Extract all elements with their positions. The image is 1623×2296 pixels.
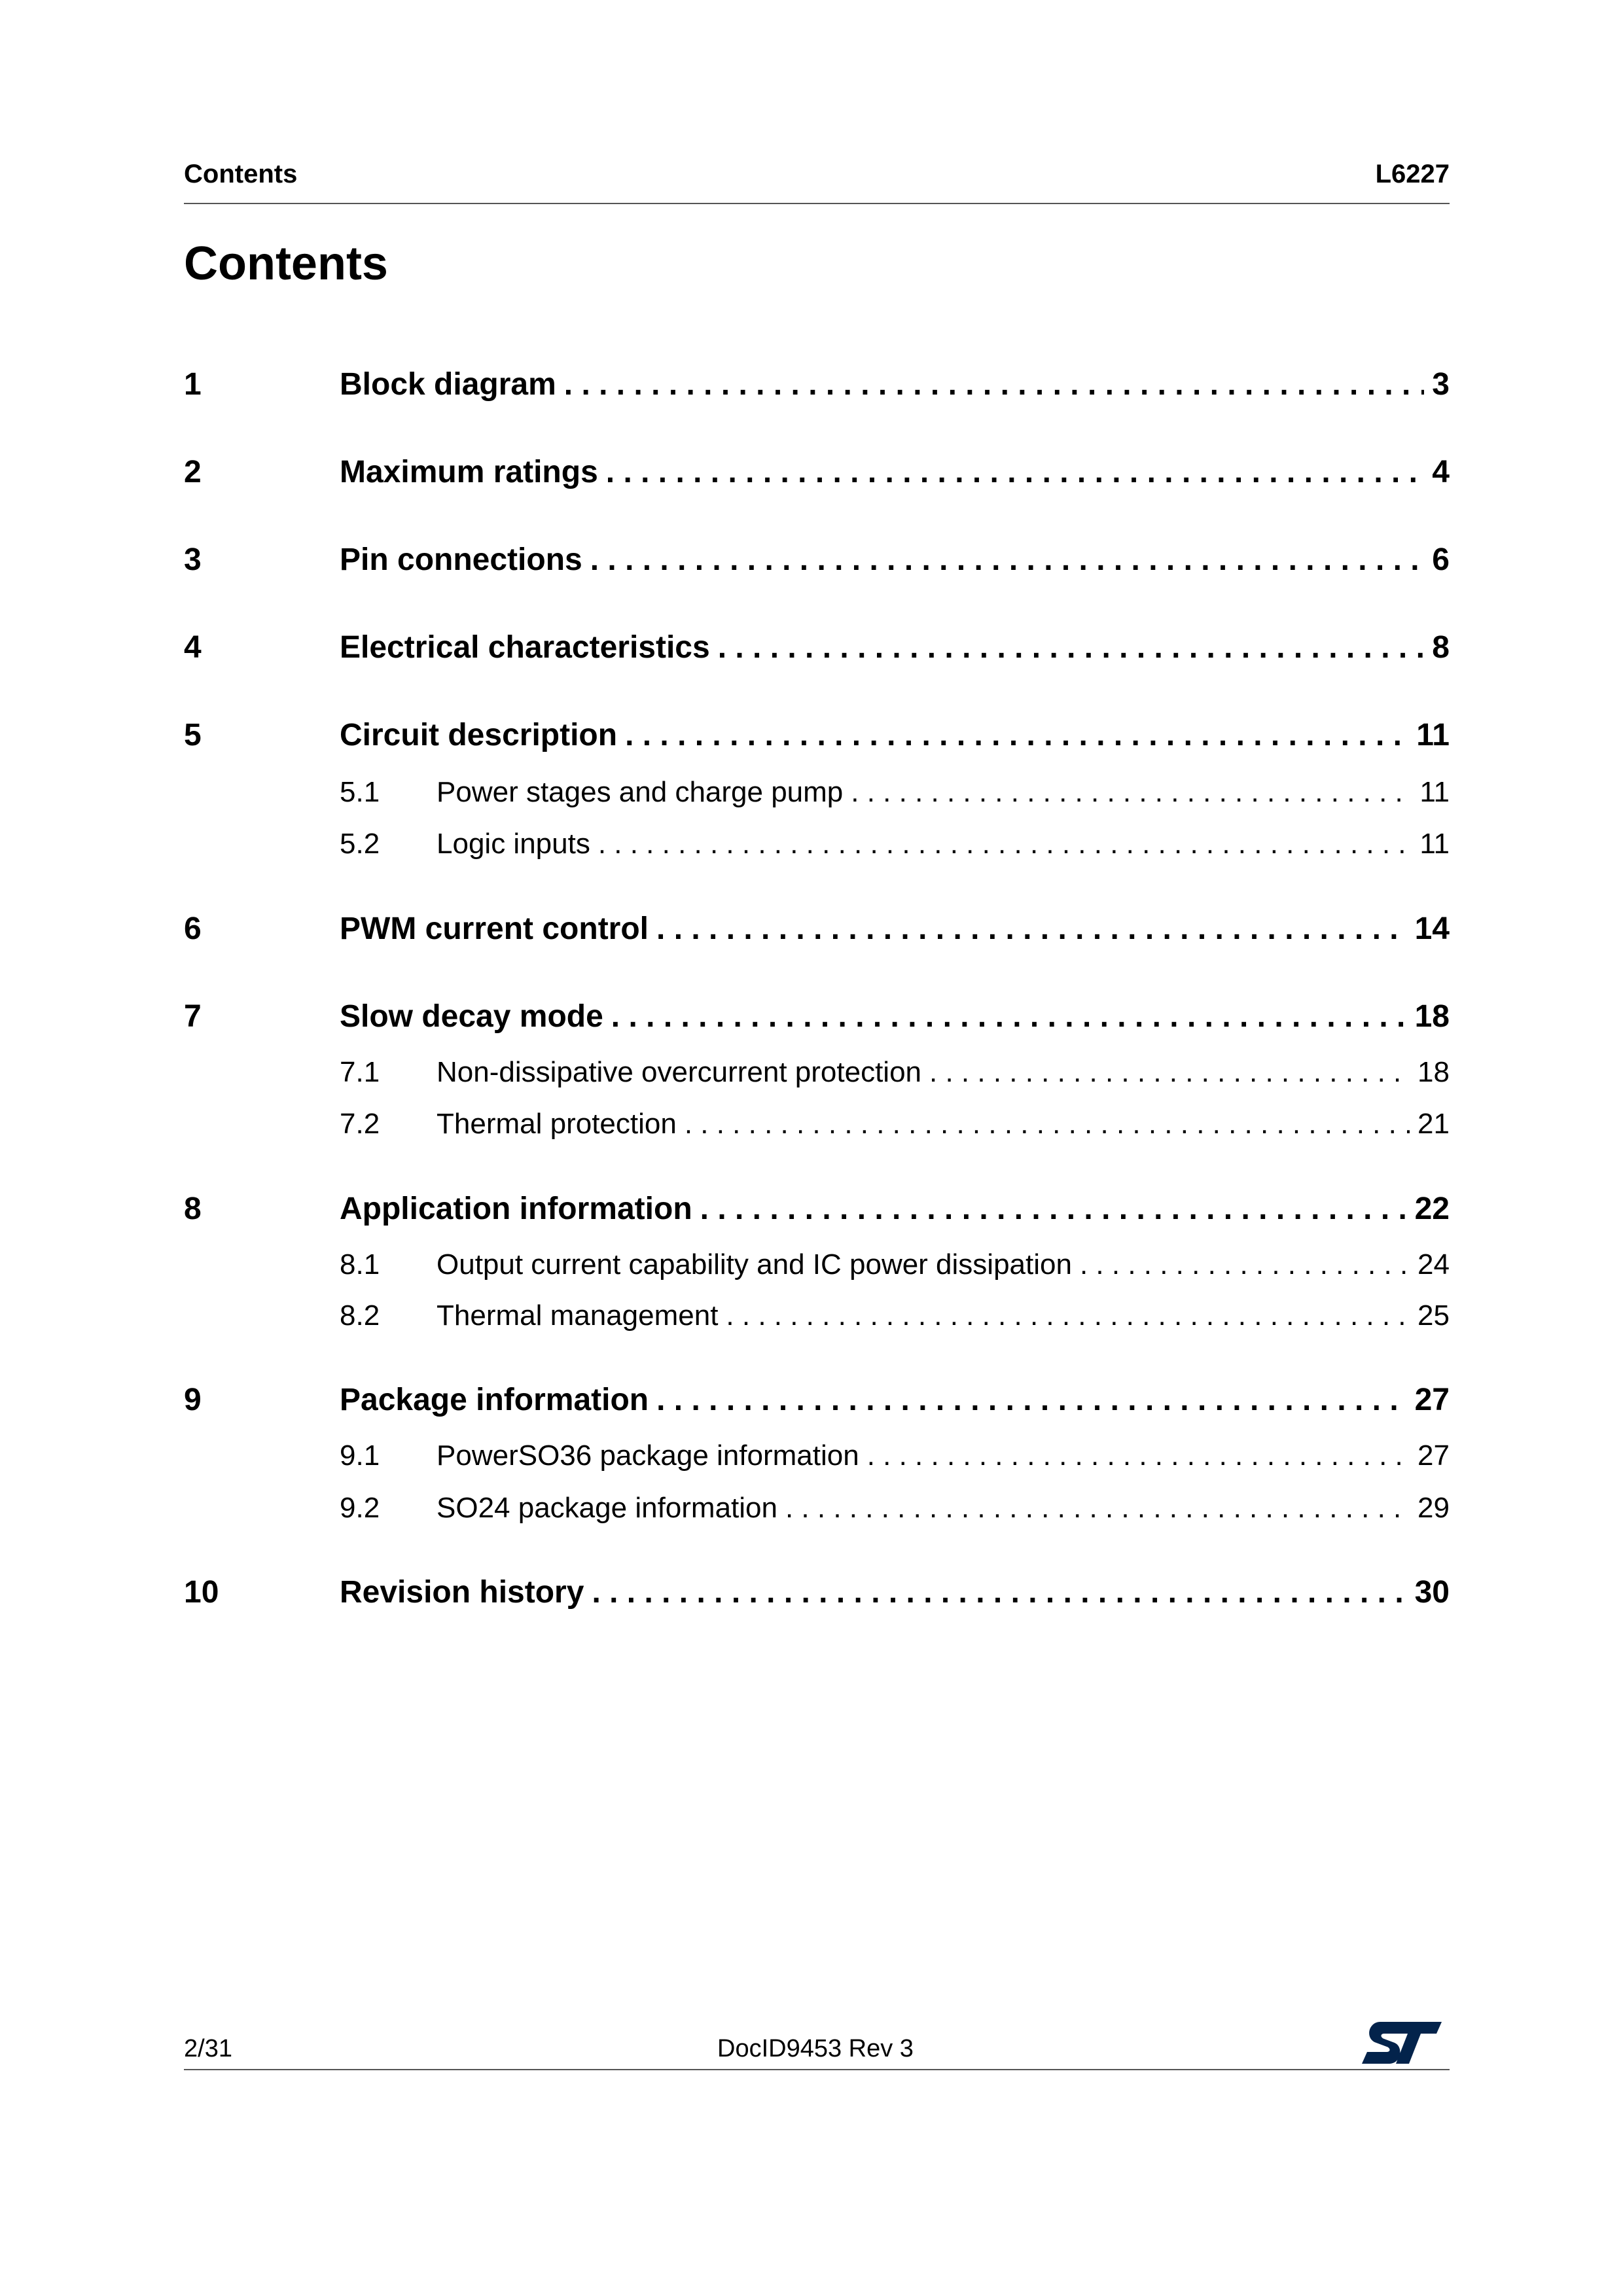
toc-number: 8 xyxy=(184,1192,202,1226)
page-header xyxy=(184,157,1450,204)
toc-entry-2[interactable] xyxy=(184,454,1450,490)
toc-number: 9.2 xyxy=(340,1492,380,1524)
toc-label: Thermal management xyxy=(437,1299,719,1332)
toc-number: 5.1 xyxy=(340,776,380,808)
toc-page: 24 xyxy=(1418,1248,1450,1280)
toc-label: Circuit description xyxy=(340,718,618,752)
toc-number: 7 xyxy=(184,999,202,1034)
toc-number: 3 xyxy=(184,542,202,577)
toc-leader xyxy=(700,1191,1407,1227)
toc-leader xyxy=(656,1382,1406,1418)
toc-label: Block diagram xyxy=(340,367,556,402)
toc-page: 11 xyxy=(1419,828,1450,860)
toc-entry-6[interactable] xyxy=(184,911,1450,947)
toc-label: Pin connections xyxy=(340,542,582,577)
footer-page-number: 2/31 xyxy=(184,2035,232,2062)
toc-leader xyxy=(718,629,1425,665)
toc-leader xyxy=(685,1108,1410,1140)
toc-entry-4[interactable] xyxy=(184,629,1450,665)
toc-page: 6 xyxy=(1432,542,1450,577)
st-logo-icon xyxy=(1361,2019,1443,2066)
toc-leader xyxy=(726,1299,1410,1332)
toc-entry-9-2[interactable] xyxy=(184,1492,1450,1525)
toc-number: 1 xyxy=(184,367,202,402)
toc-label: Electrical characteristics xyxy=(340,630,710,665)
toc-label: SO24 package information xyxy=(437,1492,777,1524)
toc-number: 8.1 xyxy=(340,1248,380,1280)
toc-page: 11 xyxy=(1419,776,1450,808)
toc-entry-8-2[interactable] xyxy=(184,1299,1450,1332)
toc-page: 3 xyxy=(1432,367,1450,402)
toc-number: 7.2 xyxy=(340,1108,380,1140)
toc-number: 9 xyxy=(184,1383,202,1417)
toc-page: 27 xyxy=(1414,1383,1450,1417)
toc-number: 4 xyxy=(184,630,202,665)
toc-leader xyxy=(564,366,1425,402)
toc-label: Maximum ratings xyxy=(340,455,598,489)
toc-leader xyxy=(656,911,1407,947)
toc-entry-10[interactable] xyxy=(184,1574,1450,1610)
toc-number: 6 xyxy=(184,911,202,946)
toc-page: 14 xyxy=(1414,911,1450,946)
toc-page: 8 xyxy=(1432,630,1450,665)
toc-leader xyxy=(1080,1248,1410,1281)
toc-label: Power stages and charge pump xyxy=(437,776,844,808)
toc-label: Slow decay mode xyxy=(340,999,603,1034)
toc-entry-9-1[interactable] xyxy=(184,1439,1450,1472)
header-section-title: Contents xyxy=(184,160,298,188)
page-title: Contents xyxy=(184,238,388,290)
toc-page: 18 xyxy=(1418,1056,1450,1088)
toc-number: 5.2 xyxy=(340,828,380,860)
toc-leader xyxy=(606,454,1425,490)
toc-leader xyxy=(785,1492,1410,1525)
toc-number: 10 xyxy=(184,1575,219,1610)
toc-leader xyxy=(625,717,1408,753)
toc-entry-5-2[interactable] xyxy=(184,828,1450,860)
toc-number: 9.1 xyxy=(340,1439,380,1472)
toc-label: Thermal protection xyxy=(437,1108,677,1140)
toc-entry-5-1[interactable] xyxy=(184,776,1450,809)
toc-label: PowerSO36 package information xyxy=(437,1439,859,1472)
toc-entry-8-1[interactable] xyxy=(184,1248,1450,1281)
toc-number: 7.1 xyxy=(340,1056,380,1088)
footer-doc-id: DocID9453 Rev 3 xyxy=(717,2035,914,2062)
page-footer xyxy=(184,2028,1450,2070)
toc-entry-5[interactable] xyxy=(184,717,1450,753)
toc-page: 22 xyxy=(1414,1192,1450,1226)
toc-number: 8.2 xyxy=(340,1299,380,1332)
toc-entry-7[interactable] xyxy=(184,998,1450,1034)
toc-page: 21 xyxy=(1418,1108,1450,1140)
toc-entry-1[interactable] xyxy=(184,366,1450,402)
toc-label: Application information xyxy=(340,1192,692,1226)
toc-number: 2 xyxy=(184,455,202,489)
toc-label: PWM current control xyxy=(340,911,649,946)
toc-page: 11 xyxy=(1416,718,1450,752)
toc-page: 18 xyxy=(1414,999,1450,1034)
toc-page: 29 xyxy=(1418,1492,1450,1524)
toc-label: Logic inputs xyxy=(437,828,590,860)
toc-label: Revision history xyxy=(340,1575,584,1610)
toc-leader xyxy=(592,1574,1406,1610)
toc-page: 27 xyxy=(1418,1439,1450,1472)
toc-label: Output current capability and IC power dissipation xyxy=(437,1248,1072,1280)
toc-number: 5 xyxy=(184,718,202,752)
toc-leader xyxy=(867,1439,1410,1472)
toc-entry-3[interactable] xyxy=(184,542,1450,578)
toc-page: 4 xyxy=(1432,455,1450,489)
toc-page: 30 xyxy=(1414,1575,1450,1610)
toc-label: Non-dissipative overcurrent protection xyxy=(437,1056,922,1088)
toc-entry-7-2[interactable] xyxy=(184,1108,1450,1140)
header-part-number: L6227 xyxy=(1375,160,1450,188)
toc-leader xyxy=(929,1056,1410,1089)
toc-leader xyxy=(598,828,1412,860)
toc-label: Package information xyxy=(340,1383,649,1417)
toc-leader xyxy=(851,776,1412,809)
toc-entry-9[interactable] xyxy=(184,1382,1450,1418)
toc-entry-7-1[interactable] xyxy=(184,1056,1450,1089)
toc-leader xyxy=(590,542,1425,578)
toc-entry-8[interactable] xyxy=(184,1191,1450,1227)
toc-page: 25 xyxy=(1418,1299,1450,1332)
toc-leader xyxy=(611,998,1407,1034)
